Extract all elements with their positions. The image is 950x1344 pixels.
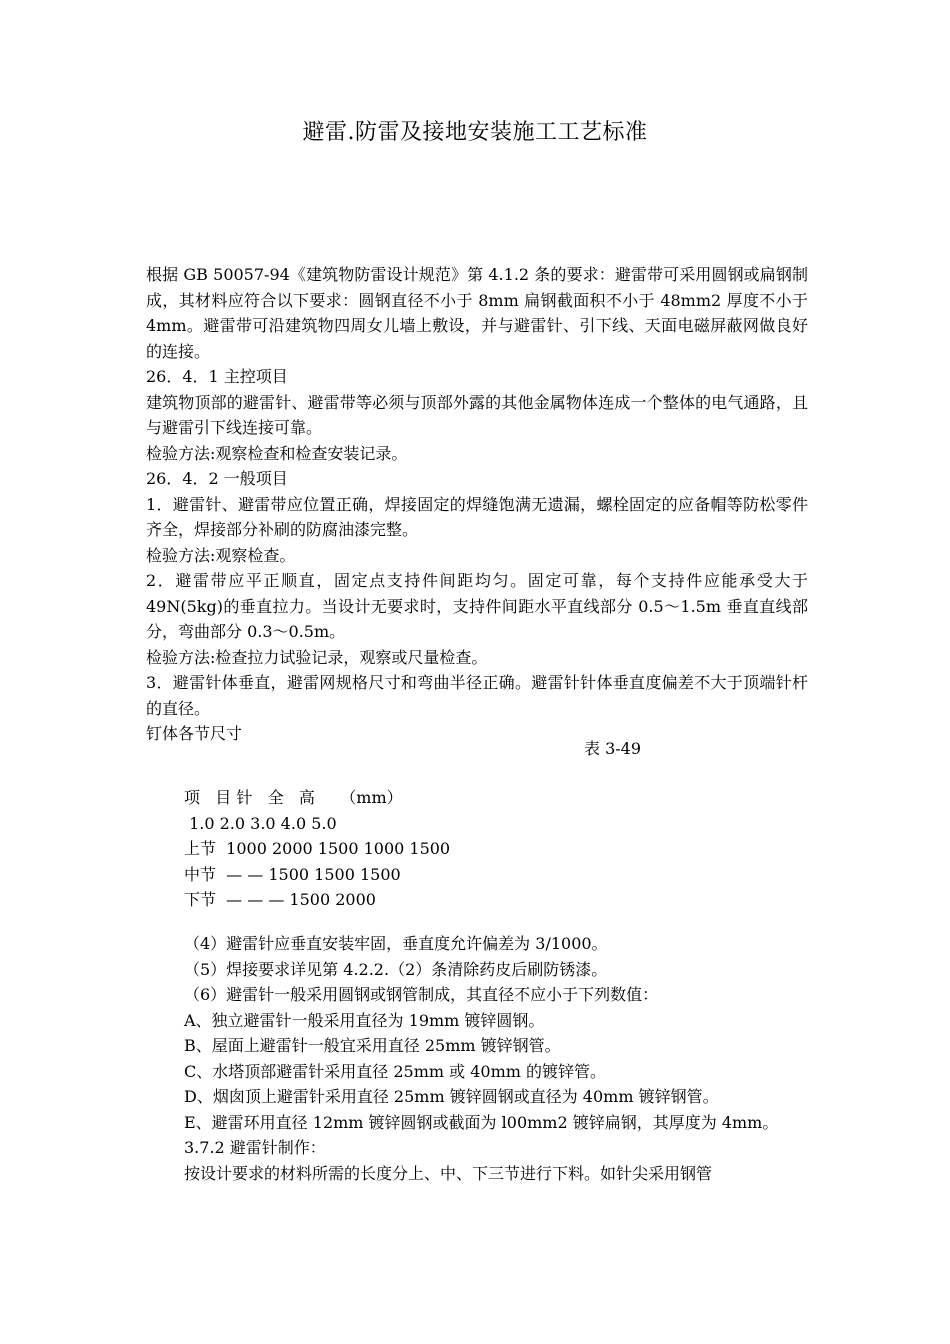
table-row-upper: 上节 1000 2000 1500 1000 1500 [184,839,451,858]
note-item: （4）避雷针应垂直安装牢固，垂直度允许偏差为 3/1000。 [184,934,608,953]
inspection-method: 检验方法:观察检查和检查安装记录。 [146,443,408,463]
note-item: （6）避雷针一般采用圆钢或钢管制成，其直径不应小于下列数值： [184,985,659,1004]
inspection-method: 检验方法:检查拉力试验记录，观察或尺量检查。 [146,647,488,667]
note-item: D、烟囱顶上避雷针采用直径 25mm 镀锌圆钢或直径为 40mm 镀锌钢管。 [184,1087,719,1106]
table-header-line: 项 目 针 全 高 （mm） [184,788,403,807]
note-item: （5）焊接要求详见第 4.2.2.（2）条清除药皮后刷防锈漆。 [184,959,608,979]
table-row-middle: 中节 — — 1500 1500 1500 [184,864,401,884]
page-title: 避雷.防雷及接地安装施工工艺标准 [302,120,648,145]
subsection-heading: 3.7.2 避雷针制作： [184,1138,326,1157]
table-caption: 表 3-49 [584,739,642,758]
main-text [146,262,808,747]
paragraph-section-sizes: 钉体各节尺寸 [146,724,243,743]
notes-section [146,931,808,1186]
section-heading-main-items: 26．4．1 主控项目 [146,367,288,386]
inspection-method: 检验方法:观察检查。 [146,545,296,565]
paragraph-main-items: 建筑物顶部的避雷针、避雷带等必须与顶部外露的其他金属物体连成一个整体的电气通路，且与避雷引下线连接可靠。 [146,392,808,437]
paragraph-item-1: 1．避雷针、避雷带应位置正确，焊接固定的焊缝饱满无遗漏，螺栓固定的应备帽等防松零件齐全，焊接部分补刷的防腐油漆完整。 [146,494,808,539]
table-row-lower: 下节 — — — 1500 2000 [184,890,376,909]
note-item: B、屋面上避雷针一般宜采用直径 25mm 镀锌钢管。 [184,1036,561,1055]
paragraph-item-3: 3．避雷针体垂直，避雷网规格尺寸和弯曲半径正确。避雷针针体垂直度偏差不大于顶端针杆的直径。 [146,673,808,718]
paragraph-intro: 根据 GB 50057-94《建筑物防雷设计规范》第 4.1.2 条的要求：避雷带可采用圆钢或扁钢制成，其材料应符合以下要求：圆钢直径不小于 8mm 扁钢截面积不小于 48mm2 厚度不小于 4mm。避雷带可沿建筑物四周女儿墙上敷设，并与避雷针、引下线、天面电磁屏蔽网做良好的连接。 [146,265,808,361]
note-item: E、避雷环用直径 12mm 镀锌圆钢或截面为 l00mm2 镀锌扁钢，其厚度为 4mm。 [184,1112,779,1132]
note-item: A、独立避雷针一般采用直径为 19mm 镀锌圆钢。 [184,1010,545,1030]
note-item: 按设计要求的材料所需的长度分上、中、下三节进行下料。如针尖采用钢管 [184,1163,713,1183]
note-item: C、水塔顶部避雷针采用直径 25mm 或 40mm 的镀锌管。 [184,1061,606,1081]
dimension-table [184,785,450,913]
table-column-values: 1.0 2.0 3.0 4.0 5.0 [184,813,337,833]
section-heading-general-items: 26．4．2 一般项目 [146,469,288,488]
paragraph-item-2: 2．避雷带应平正顺直，固定点支持件间距均匀。固定可靠，每个支持件应能承受大于 49N(5kg)的垂直拉力。当设计无要求时，支持件间距水平直线部分 0.5～1.5m 垂直直线部分，弯曲部分 0.3～0.5m。 [146,571,808,641]
